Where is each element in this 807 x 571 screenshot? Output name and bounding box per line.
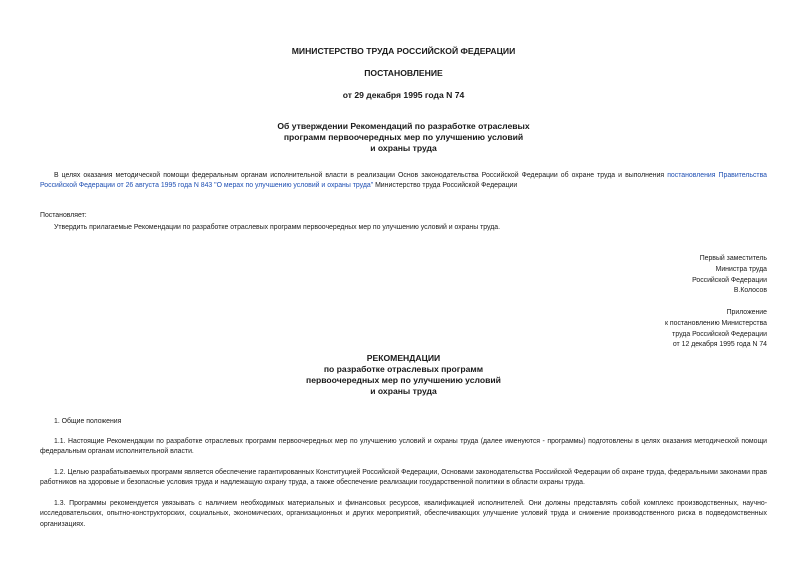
government-decree-link[interactable]: постановления Правительства Российской Федерации от 26 августа 1995 года N 843 "О мерах по улучшению условий и охраны труда" bbox=[40, 172, 767, 190]
appendix-note bbox=[665, 308, 767, 351]
appendix-line: от 12 декабря 1995 года N 74 bbox=[672, 341, 767, 349]
recommendations-title-line: и охраны труда bbox=[370, 386, 437, 396]
paragraph-1-1: 1.1. Настоящие Рекомендации по разработке отраслевых программ первоочередных мер по улучшению условий и охраны труда (далее именуются - программы) подготовлены в целях оказания методической помощи федеральным органам исполнительной власти. bbox=[40, 438, 767, 456]
signature-line: Российской Федерации bbox=[692, 276, 767, 284]
recommendations-title bbox=[0, 353, 807, 397]
signature-line: В.Колосов bbox=[733, 287, 767, 295]
resolves-label: Постановляет: bbox=[40, 212, 87, 219]
appendix-line: труда Российской Федерации bbox=[672, 330, 767, 338]
preamble-text: В целях оказания методической помощи федеральным органам исполнительной власти в реализации Основ законодательства Российской Федерации об охране труда и выполнения bbox=[54, 172, 668, 179]
resolves-text: Утвердить прилагаемые Рекомендации по разработке отраслевых программ первоочередных мер по улучшению условий и охраны труда. bbox=[54, 224, 500, 231]
recommendations-title-line: по разработке отраслевых программ bbox=[323, 364, 484, 374]
signature-line: Министра труда bbox=[715, 265, 767, 273]
document-type: ПОСТАНОВЛЕНИЕ bbox=[364, 68, 443, 78]
ministry-heading: МИНИСТЕРСТВО ТРУДА РОССИЙСКОЙ ФЕДЕРАЦИИ bbox=[291, 46, 516, 56]
appendix-line: к постановлению Министерства bbox=[664, 319, 767, 327]
paragraph-1-3: 1.3. Программы рекомендуется увязывать с наличием необходимых материальных и финансовых ресурсов, квалификацией исполнителей. Они должны представлять собой комплекс производственных, научно-исследовательских, опытно-конструкторских, социальных, экономических, организационных и других мероприятий, обеспечивающих улучшение условий труда и снижение производственного риска в подведомственных организациях. bbox=[40, 500, 767, 528]
document-title-line: Об утверждении Рекомендаций по разработке отраслевых bbox=[277, 121, 530, 131]
document-title bbox=[0, 121, 807, 154]
signature-block bbox=[692, 254, 767, 297]
document-title-line: и охраны труда bbox=[370, 143, 437, 153]
document-date-number: от 29 декабря 1995 года N 74 bbox=[342, 90, 465, 100]
preamble-paragraph bbox=[40, 171, 767, 192]
recommendations-title-line: первоочередных мер по улучшению условий bbox=[306, 375, 501, 385]
paragraph-1-2: 1.2. Целью разрабатываемых программ является обеспечение гарантированных Конституцией Российской Федерации, Основами законодательства Российской Федерации об охране труда, федеральными законами прав работников на здоровые и безопасные условия труда и надлежащую охрану труда, а также обеспечение реализации государственной политики в области охраны труда. bbox=[40, 469, 767, 487]
section-heading: 1. Общие положения bbox=[54, 418, 122, 425]
preamble-text-end: Министерство труда Российской Федерации bbox=[373, 182, 518, 190]
appendix-line: Приложение bbox=[726, 309, 767, 316]
signature-line: Первый заместитель bbox=[699, 255, 767, 262]
document-title-line: программ первоочередных мер по улучшению условий bbox=[283, 132, 524, 142]
recommendations-title-line: РЕКОМЕНДАЦИИ bbox=[366, 353, 441, 363]
